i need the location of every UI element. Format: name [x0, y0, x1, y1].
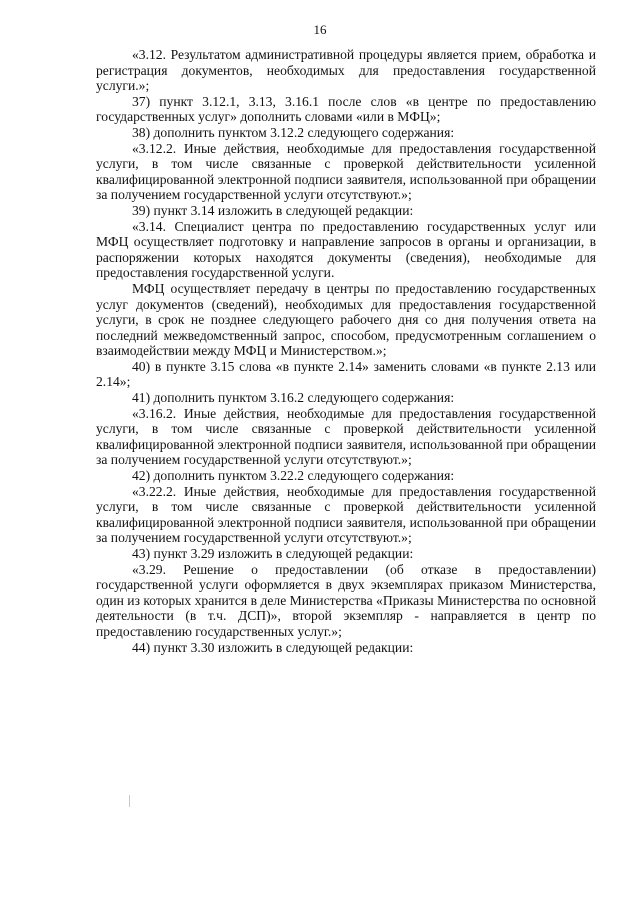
- paragraph-3-12: «3.12. Результатом административной процедуры является прием, обработка и регистрация документов, необходимых для предоставления государственной услуги.»;: [96, 47, 596, 94]
- document-body: [96, 47, 596, 655]
- scan-artifact-mark: [129, 795, 130, 807]
- paragraph-item-39: 39) пункт 3.14 изложить в следующей редакции:: [132, 202, 414, 218]
- paragraph-item-42: 42) дополнить пунктом 3.22.2 следующего содержания:: [132, 468, 455, 484]
- paragraph-item-37: 37) пункт 3.12.1, 3.13, 3.16.1 после слов «в центре по предоставлению государственных услуг» дополнить словами «или в МФЦ»;: [96, 93, 596, 125]
- page-number: 16: [313, 22, 327, 37]
- paragraph-item-44: 44) пункт 3.30 изложить в следующей редакции:: [132, 639, 414, 655]
- paragraph-item-38: 38) дополнить пунктом 3.12.2 следующего содержания:: [132, 124, 455, 140]
- paragraph-3-22-2: «3.22.2. Иные действия, необходимые для предоставления государственной услуги, в том числе связанные с проверкой действительности усиленной квалифицированной электронной подписи заявителя, использованной при обращении за получением государственной услуги отсутствуют.»;: [96, 483, 596, 546]
- paragraph-3-14: «3.14. Специалист центра по предоставлению государственных услуг или МФЦ осуществляет подготовку и направление запросов в органы и организации, в распоряжении которых находятся документы (сведения), необходимые для предоставления государственной услуги.: [96, 218, 596, 281]
- paragraph-item-40: 40) в пункте 3.15 слова «в пункте 2.14» заменить словами «в пункте 2.13 или 2.14»;: [96, 358, 596, 390]
- paragraph-3-16-2: «3.16.2. Иные действия, необходимые для предоставления государственной услуги, в том числе связанные с проверкой действительности усиленной квалифицированной электронной подписи заявителя, использованной при обращении за получением государственной услуги отсутствуют.»;: [96, 405, 596, 468]
- paragraph-item-41: 41) дополнить пунктом 3.16.2 следующего содержания:: [132, 390, 455, 406]
- paragraph-3-12-2: «3.12.2. Иные действия, необходимые для предоставления государственной услуги, в том числе связанные с проверкой действительности усиленной квалифицированной электронной подписи заявителя, использованной при обращении за получением государственной услуги отсутствуют.»;: [96, 140, 596, 203]
- paragraph-item-43: 43) пункт 3.29 изложить в следующей редакции:: [132, 546, 414, 561]
- paragraph-3-29: «3.29. Решение о предоставлении (об отказе в предоставлении) государственной услуги оформляется в двух экземплярах приказом Министерства, один из которых хранится в деле Министерства «Приказы Министерства по основной деятельности (в т.ч. ДСП)», второй экземпляр - направляется в центр по предоставлению государственных услуг.»;: [96, 561, 596, 639]
- paragraph-mfc-transfer: МФЦ осуществляет передачу в центры по предоставлению государственных услуг документов (сведений), необходимых для предоставления государственной услуги, в срок не позднее следующего рабочего дня со дня получения ответа на последний межведомственный запрос, способом, предусмотренным соглашением о взаимодействии между МФЦ и Министерством.»;: [96, 280, 596, 359]
